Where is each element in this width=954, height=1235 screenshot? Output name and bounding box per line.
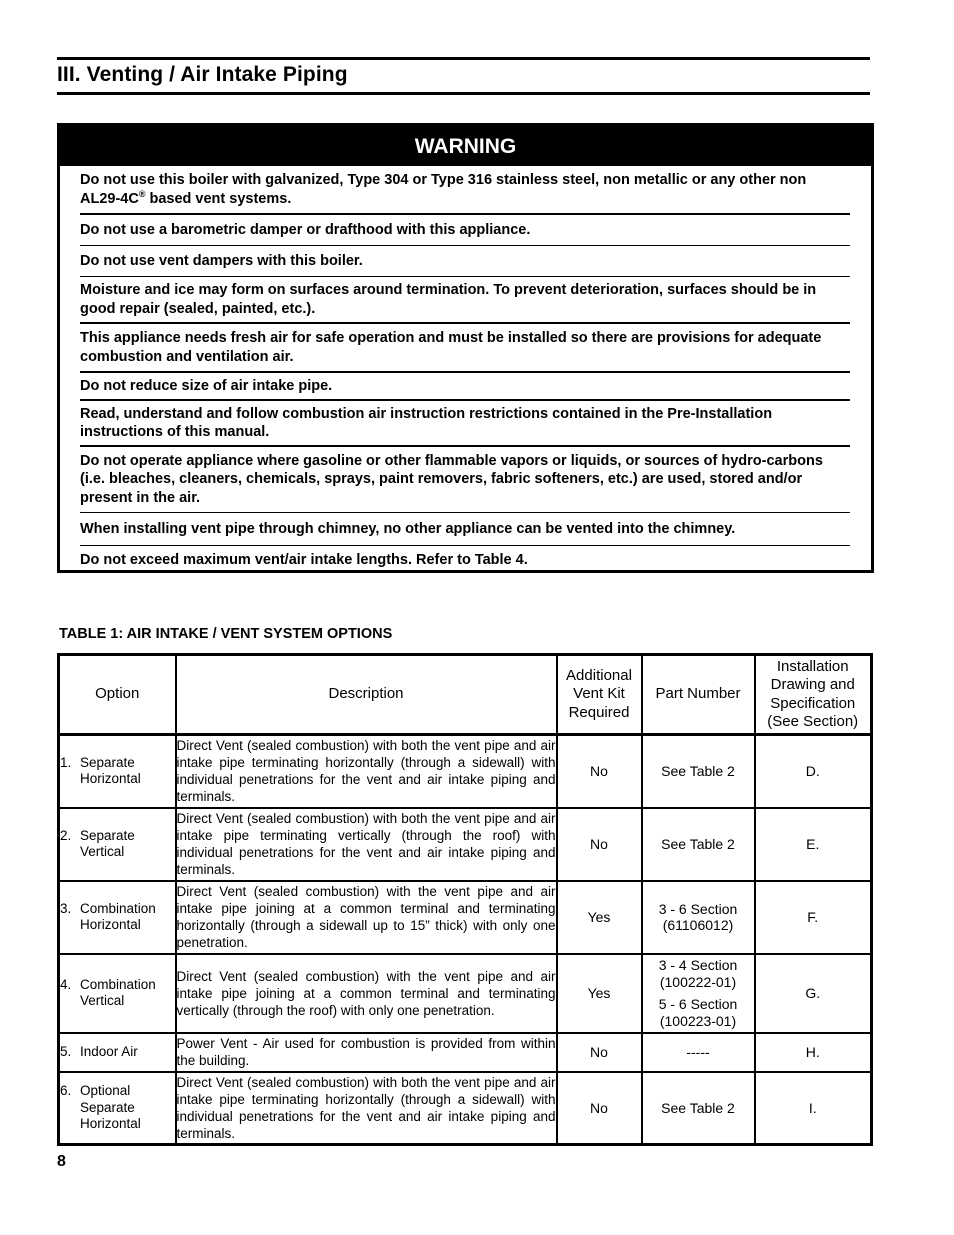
kit-cell: No: [557, 808, 642, 881]
warning-item: This appliance needs fresh air for safe operation and must be installed so there are provisions for adequate combustion and ventilation air.: [80, 324, 850, 373]
warning-item-text: Do not use this boiler with galvanized, Type 304 or Type 316 stainless steel, non metallic or any other non AL29-4C® based vent systems.: [80, 172, 807, 207]
table-row: [59, 735, 872, 808]
table-row: [59, 881, 872, 954]
section-cell: I.: [755, 1072, 872, 1145]
description-cell: Power Vent - Air used for combustion is provided from within the building.: [176, 1033, 557, 1072]
description-cell: Direct Vent (sealed combustion) with both the vent pipe and air intake pipe terminating horizontally (through a sidewall) with individual penetrations for the vent and air intake piping and terminals.: [176, 735, 557, 808]
warning-item: When installing vent pipe through chimney, no other appliance can be vented into the chimney.: [80, 513, 850, 546]
section-cell: E.: [755, 808, 872, 881]
description-cell: Direct Vent (sealed combustion) with the vent pipe and air intake pipe joining at a common terminal and terminating vertically (through the roof) with only one penetration.: [176, 954, 557, 1033]
kit-cell: No: [557, 1033, 642, 1072]
section-title: III. Venting / Air Intake Piping: [57, 63, 348, 86]
option-cell: 2. Separate Vertical: [59, 808, 176, 881]
warning-box: [57, 123, 874, 573]
part-number-cell: 3 - 4 Section (100222-01) 5 - 6 Section (100223-01): [642, 954, 755, 1033]
warning-item: Moisture and ice may form on surfaces around termination. To prevent deterioration, surfaces should be in good repair (sealed, painted, etc.).: [80, 277, 850, 324]
part-number-cell: See Table 2: [642, 735, 755, 808]
kit-cell: No: [557, 1072, 642, 1145]
option-cell: 6. Optional Separate Horizontal: [59, 1072, 176, 1145]
header-option: Option: [59, 655, 176, 735]
table-caption: TABLE 1: AIR INTAKE / VENT SYSTEM OPTIONS: [59, 626, 393, 642]
section-header: [57, 57, 870, 95]
header-description: Description: [176, 655, 557, 735]
description-cell: Direct Vent (sealed combustion) with both the vent pipe and air intake pipe terminating horizontally (through a sidewall) with individual penetrations for the vent and air intake piping and terminals.: [176, 1072, 557, 1145]
part-number-cell: 3 - 6 Section (61106012): [642, 881, 755, 954]
kit-cell: No: [557, 735, 642, 808]
warning-item: [80, 166, 850, 215]
option-cell: 3. Combination Horizontal: [59, 881, 176, 954]
table-row: [59, 1033, 872, 1072]
kit-cell: Yes: [557, 954, 642, 1033]
warning-item: Do not use a barometric damper or drafthood with this appliance.: [80, 215, 850, 246]
option-cell: 4. Combination Vertical: [59, 954, 176, 1033]
table-header-row: [59, 655, 872, 735]
warning-item: Read, understand and follow combustion air instruction restrictions contained in the Pre-Installation instructions of this manual.: [80, 401, 850, 447]
options-table: [57, 653, 873, 1146]
option-cell: 5. Indoor Air: [59, 1033, 176, 1072]
page-number: 8: [57, 1153, 66, 1170]
warning-item: Do not reduce size of air intake pipe.: [80, 373, 850, 401]
section-cell: F.: [755, 881, 872, 954]
kit-cell: Yes: [557, 881, 642, 954]
warning-list: [80, 166, 850, 575]
warning-title: WARNING: [60, 126, 871, 166]
registered-mark: ®: [138, 188, 146, 199]
warning-item: Do not use vent dampers with this boiler.: [80, 246, 850, 277]
header-kit: Additional Vent Kit Required: [557, 655, 642, 735]
part-number-cell: See Table 2: [642, 1072, 755, 1145]
table-row: [59, 954, 872, 1033]
warning-item: Do not exceed maximum vent/air intake lengths. Refer to Table 4.: [80, 552, 528, 569]
description-cell: Direct Vent (sealed combustion) with both the vent pipe and air intake pipe terminating vertically (through the roof) with individual penetrations for the vent and air intake piping and terminals.: [176, 808, 557, 881]
warning-item: Do not operate appliance where gasoline or other flammable vapors or liquids, or sources of hydro-carbons (i.e. bleaches, cleaners, chemicals, sprays, paint removers, fabric softeners, etc.) are used, stored and/or present in the air.: [80, 447, 850, 513]
description-cell: Direct Vent (sealed combustion) with the vent pipe and air intake pipe joining at a common terminal and terminating horizontally (through a sidewall up to 15” thick) with only one penetration.: [176, 881, 557, 954]
part-number-cell: See Table 2: [642, 808, 755, 881]
part-number-cell: -----: [642, 1033, 755, 1072]
header-section: Installation Drawing and Specification (See Section): [755, 655, 872, 735]
option-cell: 1. Separate Horizontal: [59, 735, 176, 808]
section-cell: H.: [755, 1033, 872, 1072]
table-row: [59, 1072, 872, 1145]
section-cell: G.: [755, 954, 872, 1033]
table-row: [59, 808, 872, 881]
header-part-number: Part Number: [642, 655, 755, 735]
section-cell: D.: [755, 735, 872, 808]
